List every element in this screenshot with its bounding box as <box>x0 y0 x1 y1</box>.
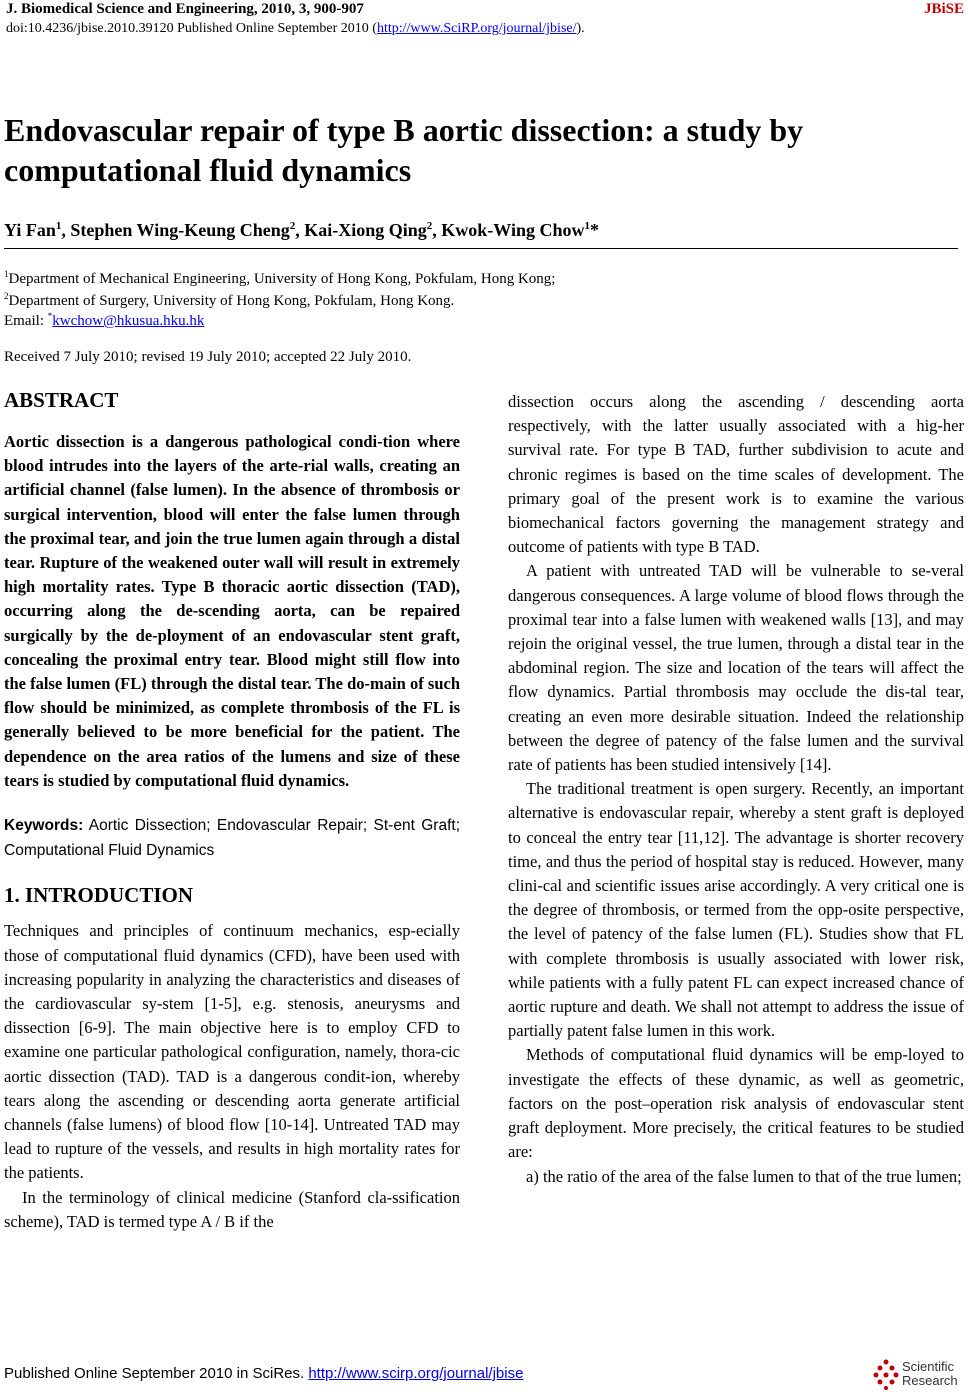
journal-url-link[interactable]: http://www.SciRP.org/journal/jbise/ <box>376 21 577 36</box>
affiliation-1: $^1$Department of Mechanical Engineering, University of Hong Kong, Pokfulam, Hong Kong; <box>4 269 556 287</box>
footer-line <box>4 1364 523 1384</box>
keywords-text: Aortic Dissection; Endovascular Repair; St-ent Graft; Computational Fluid Dynamics <box>4 817 460 860</box>
publisher-logo-mark-icon <box>872 1358 900 1390</box>
email-line: Email: *kwchow@hkusua.hku.hk <box>4 311 205 329</box>
paper-title: Endovascular repair of type B aortic dissection: a study by computational fluid dynamics <box>4 112 804 188</box>
author-name: Kwok-Wing Chow <box>441 220 585 240</box>
abstract-text: Aortic dissection is a dangerous pathological condi-tion where blood intrudes into the layers of the arte-rial walls, creating an artificial channel (false lumen). In the absence of thrombosis or surgical intervention, blood will enter the false lumen through the proximal tear, and join the true lumen again through a distal tear. Rupture of the weakened outer wall will result in extremely high mortality rates. Type B thoracic aortic dissection (TAD), occurring along the de-scending aorta, can be repaired surgically by the de-ployment of an endovascular stent graft, concealing the proximal entry tear. Blood might still flow into the false lumen (FL) through the distal tear. The do-main of such flow should be minimized, as complete thrombosis of the FL is generally believed to be more beneficial for the patient. The dependence on the area ratios of the lumens and size of these tears is studied by computational fluid dynamics. <box>4 432 460 790</box>
footer-text: Published Online September 2010 in SciRes. <box>4 1365 309 1382</box>
footer-url-link[interactable]: http://www.scirp.org/journal/jbise <box>308 1365 524 1382</box>
introduction-heading: 1. INTRODUCTION <box>4 883 194 908</box>
abstract-heading: ABSTRACT <box>4 388 119 412</box>
journal-header <box>6 0 964 18</box>
left-column <box>4 386 460 1234</box>
keywords-label: Keywords: <box>4 817 84 835</box>
journal-citation: J. Biomedical Science and Engineering, 2010, 3, 900-907 <box>6 1 364 17</box>
author-affiliation-mark: 1 <box>55 220 62 232</box>
author-affiliation-mark: 2 <box>426 220 433 232</box>
doi-prefix: doi:10.4236/jbise.2010.39120 Published Online September 2010 ( <box>6 21 377 36</box>
author-affiliation-mark: 2 <box>289 220 296 232</box>
doi-suffix: ). <box>576 21 585 36</box>
publisher-logo <box>872 1358 964 1392</box>
author-name: Yi Fan <box>4 220 56 240</box>
right-column <box>508 390 964 1189</box>
affiliation-2: $^2$Department of Surgery, University of Hong Kong, Pokfulam, Hong Kong. <box>4 291 455 309</box>
body-paragraph: The traditional treatment is open surgery. Recently, an important alternative is endovascular repair, whereby a stent graft is deployed to conceal the entry tear [11,12]. The advantage is shorter recovery time, and thus the period of hospital stay is reduced. However, many clini-cal and scientific issues arise accordingly. A very critical one is the degree of thrombosis, or termed from the opp-osite perspective, the level of patency of the false lumen (FL). Studies show that FL with complete thrombosis is usually associated with lower risk, while patients with a fully patent FL can expect increased chance of aortic rupture and death. We shall not attempt to address the issue of partially patent false lumen in this work. <box>508 779 964 1041</box>
received-dates: Received 7 July 2010; revised 19 July 2010; accepted 22 July 2010. <box>4 349 412 365</box>
author-list: Yi Fan$^1$, Stephen Wing-Keung Cheng$^2$, Kai-Xiong Qing$^2$, Kwok-Wing Chow$^1$* <box>4 220 599 240</box>
corresponding-mark: * <box>589 220 599 240</box>
body-paragraph: a) the ratio of the area of the false lumen to that of the true lumen; <box>526 1166 962 1186</box>
keywords <box>4 813 460 863</box>
body-paragraph: dissection occurs along the ascending / descending aorta respectively, with the latter usually associated with a hig-her survival rate. For type B TAD, further subdivision to acute and chronic regimes is based on the time scales of development. The primary goal of the present work is to examine the various biomechanical factors governing the management strategy and outcome of patients with type B TAD. <box>508 392 964 557</box>
author-name: Kai-Xiong Qing <box>304 220 427 240</box>
author-affiliation-mark: 1 <box>584 220 590 232</box>
body-paragraph: Methods of computational fluid dynamics will be emp-loyed to investigate the effects of these dynamic, as well as geometric, factors on the post–operation risk analysis of endovascular stent graft deployment. More precisely, the critical features to be studied are: <box>508 1045 964 1162</box>
intro-paragraph: Techniques and principles of continuum mechanics, esp-ecially those of computational fluid dynamics (CFD), have been used with increasing popularity in analyzing the characteristics and diseases of the cardiovascular sy-stem [1-5], e.g. stenosis, aneurysms and dissection [6-9]. The main objective here is to employ CFD to examine one particular pathological configuration, namely, thora-cic aortic dissection (TAD). TAD is a dangerous condit-ion, whereby tears along the ascending or descending aorta generate artificial channels (false lumens) of blood flow [10-14]. Untreated TAD may lead to rupture of the vessels, and results in high mortality rates for the patients. <box>4 921 460 1183</box>
doi-line <box>6 20 585 37</box>
journal-tag: JBiSE <box>923 1 964 17</box>
author-name: Stephen Wing-Keung Cheng <box>70 220 290 240</box>
email-link[interactable]: kwchow@hkusua.hku.hk <box>52 313 205 329</box>
intro-paragraph: In the terminology of clinical medicine (Stanford cla-ssification scheme), TAD is termed type A / B if the <box>4 1187 460 1231</box>
body-paragraph: A patient with untreated TAD will be vulnerable to se-veral dangerous consequences. A large volume of blood flows through the proximal tear into a false lumen with weakened walls [13], and may rejoin the original vessel, the true lumen, through a distal tear in the abdominal region. The size and location of the tears will affect the flow dynamics. Partial thrombosis may occlude the dis-tal tear, creating an even more desirable situation. Indeed the relationship between the degree of patency of the false lumen and the survival rate of patients has been studied intensively [14]. <box>508 561 964 775</box>
author-divider <box>4 248 958 249</box>
publisher-logo-text: Scientific Research <box>902 1359 958 1388</box>
